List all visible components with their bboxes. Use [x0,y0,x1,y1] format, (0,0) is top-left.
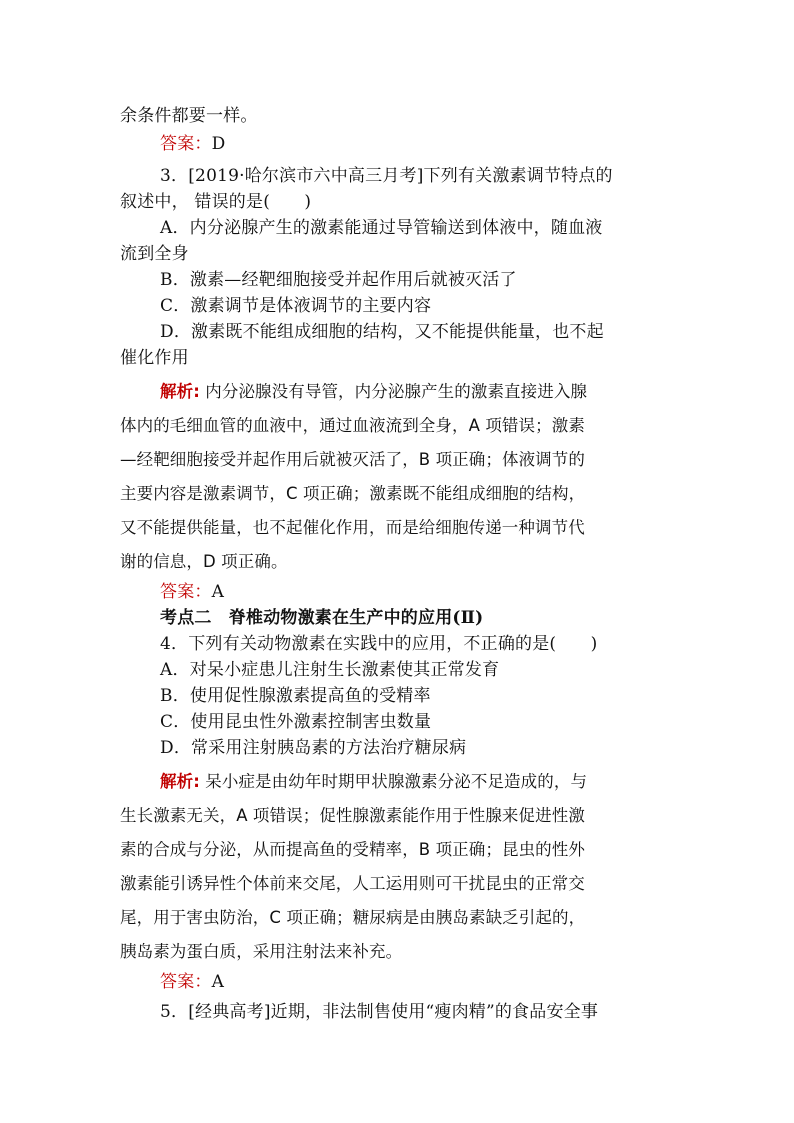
question-4-option-d: D．常采用注射胰岛素的方法治疗糖尿病 [160,738,467,758]
answer-label: 答案： [160,134,212,154]
answer-line [160,132,680,156]
question-3-option-d-cont: 催化作用 [120,348,189,368]
explanation-label: 解析: [160,382,200,401]
explanation-4-line-5: 尾，用于害虫防治，C 项正确；糖尿病是由胰岛素缺乏引起的， [120,908,586,927]
question-3-line-1: 3．[2019·哈尔滨市六中高三月考]下列有关激素调节特点的 [160,166,613,186]
question-3-option-a: A．内分泌腺产生的激素能通过导管输送到体液中，随血液 [160,218,603,238]
explanation-4-line-6: 胰岛素为蛋白质，采用注射法来补充。 [120,942,403,961]
question-4-option-c: C．使用昆虫性外激素控制害虫数量 [160,712,432,732]
explanation-3-line-1 [160,380,680,404]
question-4-option-a: A．对呆小症患儿注射生长激素使其正常发育 [160,660,500,680]
explanation-3-line-4: 主要内容是激素调节，C 项正确；激素既不能组成细胞的结构， [120,484,586,503]
explanation-3-line-3: —经靶细胞接受并起作用后就被灭活了，B 项正确；体液调节的 [120,450,585,469]
question-3-option-b: B．激素—经靶细胞接受并起作用后就被灭活了 [160,270,517,290]
explanation-text: 呆小症是由幼年时期甲状腺激素分泌不足造成的，与 [199,772,588,791]
answer-line [160,580,680,604]
answer-line [160,970,680,994]
question-5-line-1: 5．[经典高考]近期，非法制售使用“瘦肉精”的食品安全事 [160,1002,599,1022]
explanation-text: 内分泌腺没有导管，内分泌腺产生的激素直接进入腺 [199,382,588,401]
explanation-4-line-1 [160,770,680,794]
explanation-label: 解析: [160,772,200,791]
answer-value: A [211,972,225,992]
explanation-4-line-3: 素的合成与分泌，从而提高鱼的受精率，B 项正确；昆虫的性外 [120,840,585,859]
answer-value: D [211,134,226,154]
question-4-option-b: B．使用促性腺激素提高鱼的受精率 [160,686,431,706]
answer-value: A [211,582,225,602]
question-3-line-2: 叙述中， 错误的是( ) [120,192,312,212]
question-3-option-c: C．激素调节是体液调节的主要内容 [160,296,432,316]
explanation-4-line-4: 激素能引诱异性个体前来交尾，人工运用则可干扰昆虫的正常交 [120,874,585,893]
section-heading: 考点二 脊椎动物激素在生产中的应用(Ⅱ) [160,608,484,628]
text-line: 余条件都要一样。 [120,106,258,126]
question-4: 4．下列有关动物激素在实践中的应用，不正确的是( ) [160,634,598,654]
explanation-3-line-6: 谢的信息，D 项正确。 [120,552,288,571]
explanation-4-line-2: 生长激素无关，A 项错误；促性腺激素能作用于性腺来促进性激 [120,806,585,825]
answer-label: 答案： [160,582,212,602]
explanation-3-line-2: 体内的毛细血管的血液中，通过血液流到全身，A 项错误；激素 [120,416,585,435]
answer-label: 答案： [160,972,212,992]
explanation-3-line-5: 又不能提供能量，也不起催化作用，而是给细胞传递一种调节代 [120,518,585,537]
question-3-option-d: D．激素既不能组成细胞的结构，又不能提供能量，也不起 [160,322,604,342]
question-3-option-a-cont: 流到全身 [120,244,189,264]
